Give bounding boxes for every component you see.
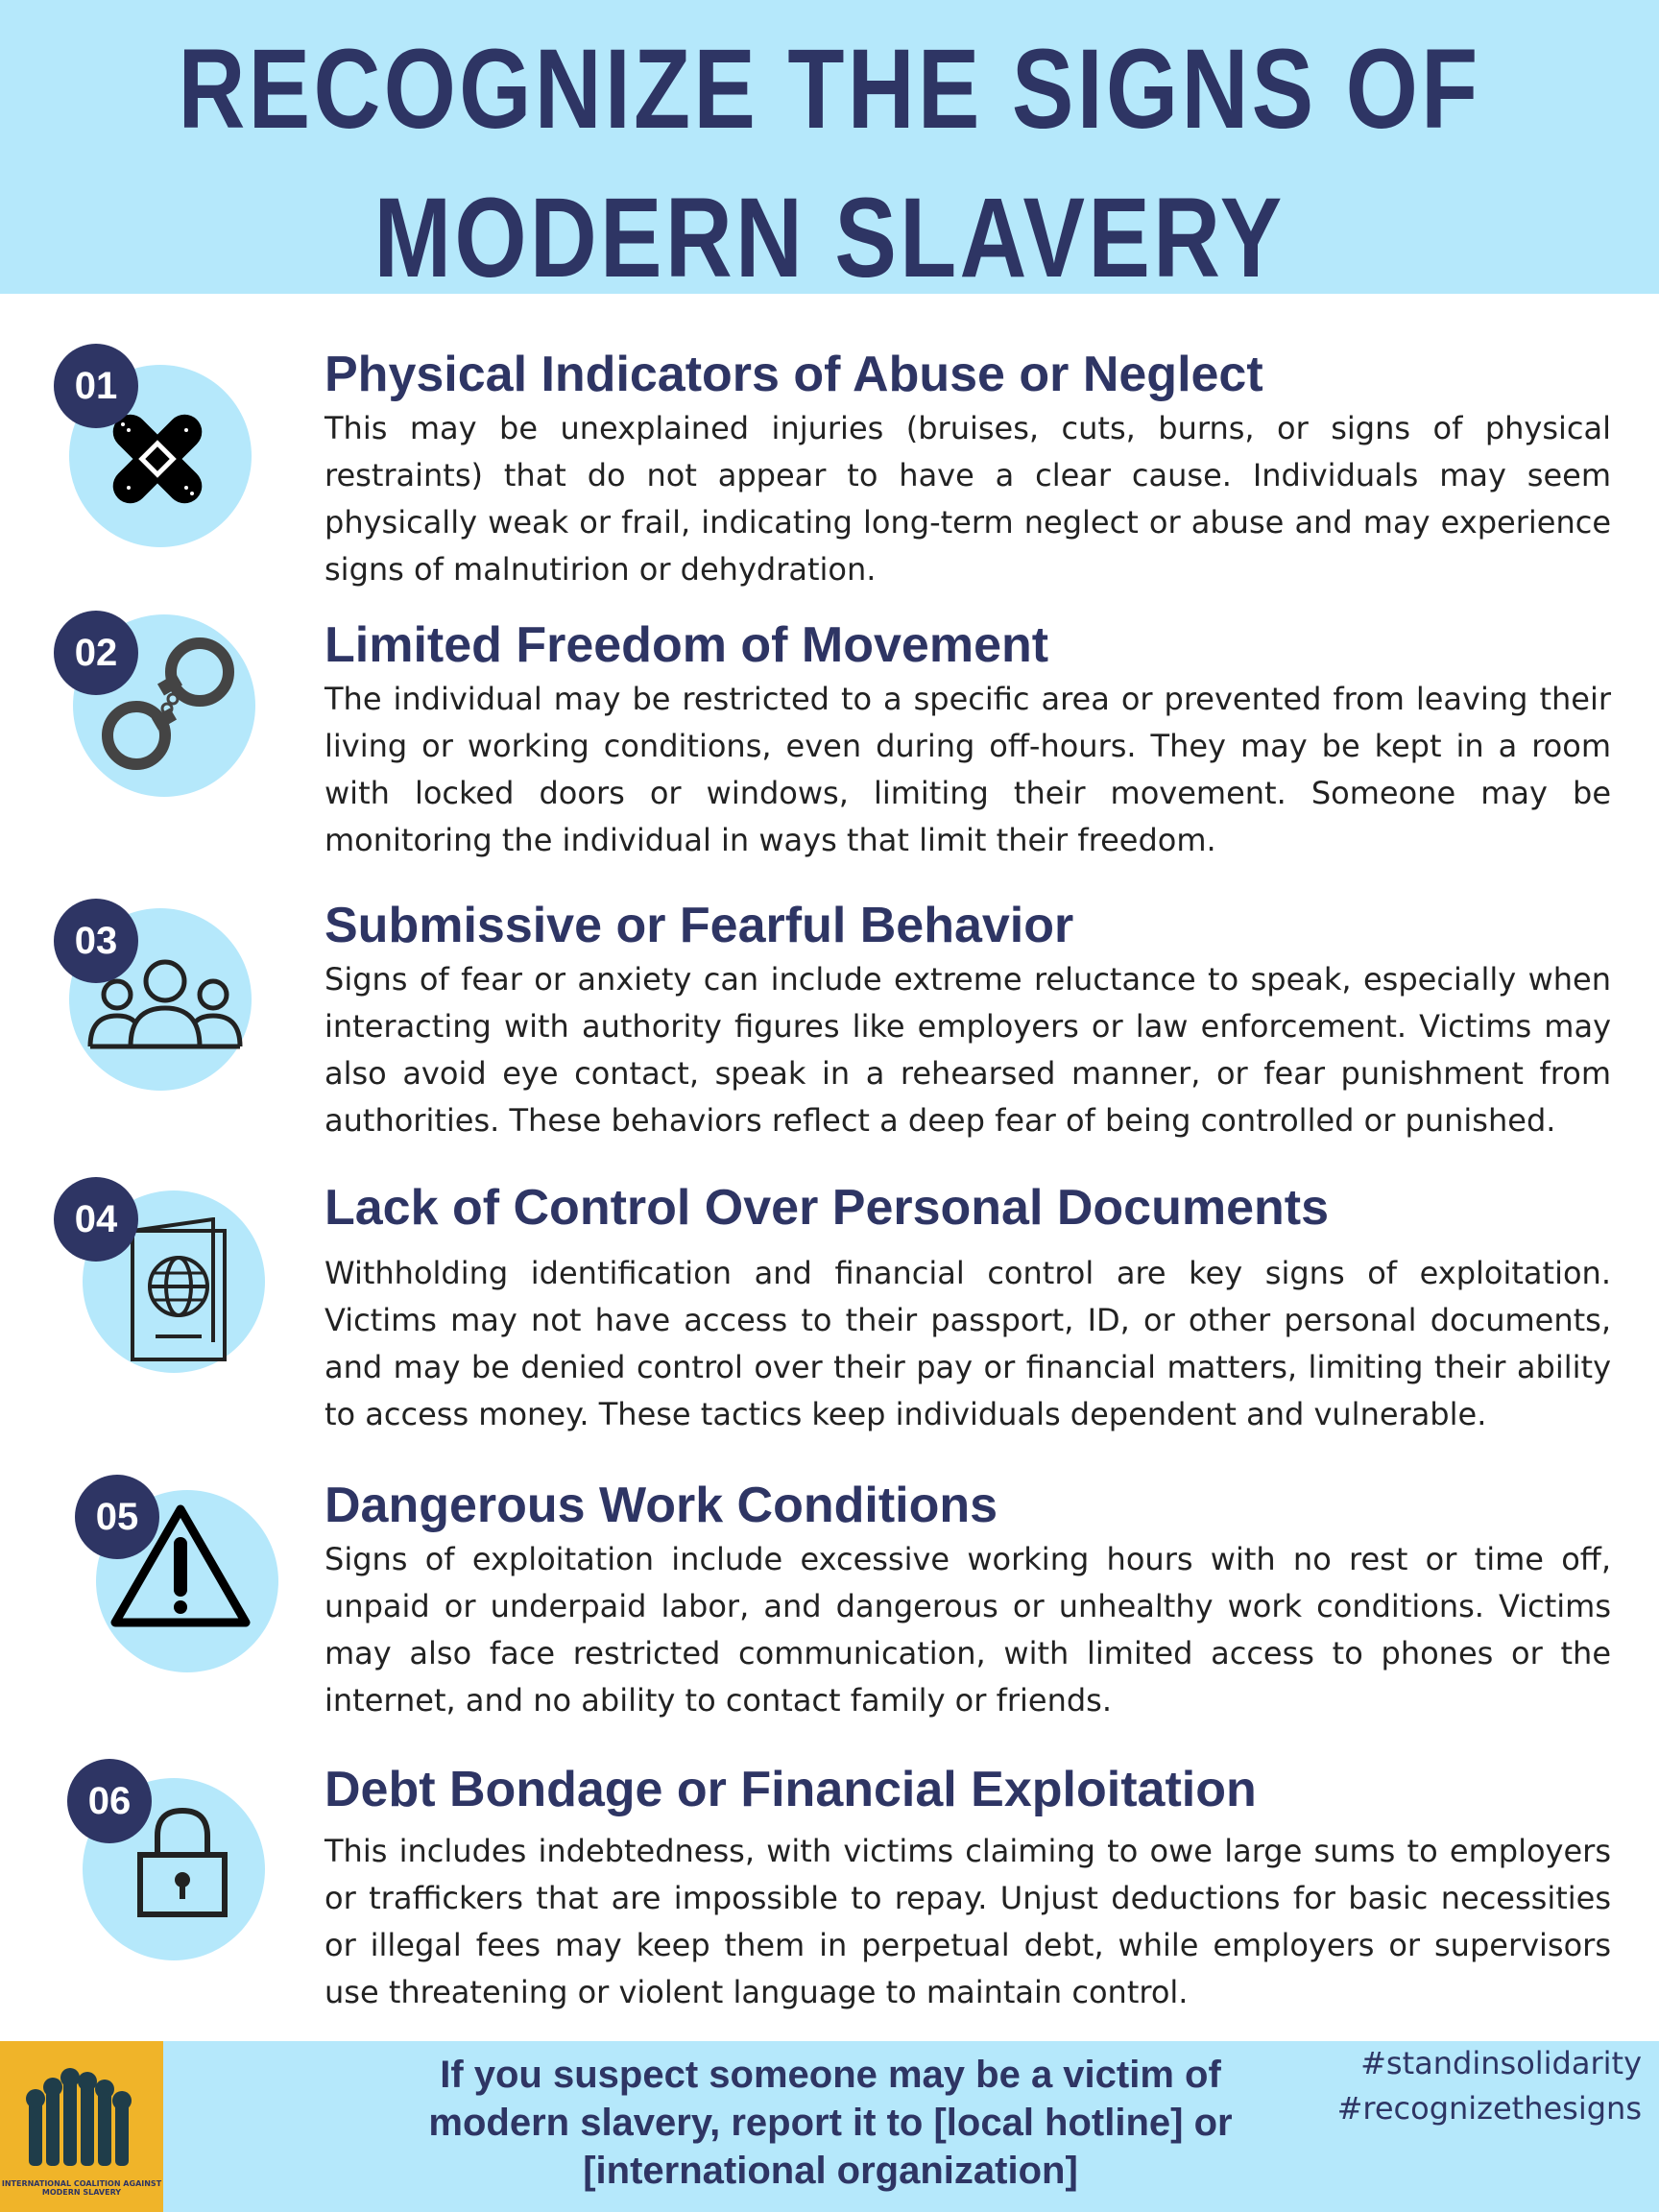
sign-body: Signs of exploitation include excessive working hours with no rest or time off, unpaid or underpaid labor, and dangerous or unhealthy work conditions. Victims may also face restricted communication, with limited access to phones or the internet, and no ability to contact family or friends. <box>325 1541 1611 1719</box>
sign-body: Withholding identification and financial control are key signs of exploitation. Victims may not have access to their passport, ID, or other personal documents, and may be denied control over their pay or financial matters, limiting their ability to access money. These tactics keep individuals dependent and vulnerable. <box>325 1255 1611 1432</box>
sign-title: Limited Freedom of Movement <box>325 617 1049 673</box>
sign-body: This may be unexplained injuries (bruises, cuts, burns, or signs of physical restraints) that do not appear to have a clear cause. Individuals may seem physically weak or frail, indicating long-term neglect or abuse and may experience signs of malnutirion or dehydration. <box>325 410 1611 588</box>
hashtags <box>1337 2041 1642 2131</box>
sign-body: This includes indebtedness, with victims claiming to owe large sums to employers or traffickers that are impossible to repay. Unjust deductions for basic necessities or illegal fees may keep them in perpetual debt, while employers or supervisors use threatening or violent language to maintain control. <box>325 1833 1611 2010</box>
sign-title: Dangerous Work Conditions <box>325 1478 998 1533</box>
sign-number: 01 <box>54 344 138 428</box>
coalition-logo <box>0 2041 163 2212</box>
padlock-icon <box>136 1805 228 1922</box>
raised-fists-icon <box>0 2060 163 2185</box>
footer <box>0 2041 1659 2212</box>
title-line-2: MODERN SLAVERY <box>373 175 1286 301</box>
page-title <box>150 0 1510 313</box>
sign-number: 05 <box>75 1475 159 1559</box>
sign-number: 04 <box>54 1177 138 1262</box>
sign-body: Signs of fear or anxiety can include extreme reluctance to speak, especially when interacting with authority figures like employers or law enforcement. Victims may also avoid eye contact, speak in a rehearsed manner, or fear punishment from authorities. These behaviors reflect a deep fear of being controlled or punished. <box>325 961 1611 1139</box>
header <box>0 0 1659 301</box>
logo-text: INTERNATIONAL COALITION AGAINST MODERN SLAVERY <box>1 2179 162 2197</box>
sign-title: Lack of Control Over Personal Documents <box>325 1180 1330 1236</box>
hashtag-recognizethesigns: #recognizethesigns <box>1336 2090 1642 2127</box>
sign-body: The individual may be restricted to a specific area or prevented from leaving their living or working conditions, even during off-hours. They may be kept in a room with locked doors or windows, limiting their movement. Someone may be monitoring the individual in ways that limit their freedom. <box>325 681 1611 858</box>
sign-title: Submissive or Fearful Behavior <box>325 898 1074 953</box>
sign-number: 03 <box>54 899 138 983</box>
sign-title: Debt Bondage or Financial Exploitation <box>325 1762 1257 1817</box>
sign-number: 02 <box>54 611 138 695</box>
sign-number: 06 <box>67 1759 152 1843</box>
passport-icon <box>125 1217 230 1365</box>
hashtag-standinsolidarity: #standinsolidarity <box>1360 2045 1642 2081</box>
report-message: If you suspect someone may be a victim of modern slavery, report it to [local hotline] or [international organization] <box>428 2054 1233 2192</box>
title-line-1: RECOGNIZE THE SIGNS OF <box>178 26 1481 153</box>
sign-title: Physical Indicators of Abuse or Neglect <box>325 347 1263 402</box>
